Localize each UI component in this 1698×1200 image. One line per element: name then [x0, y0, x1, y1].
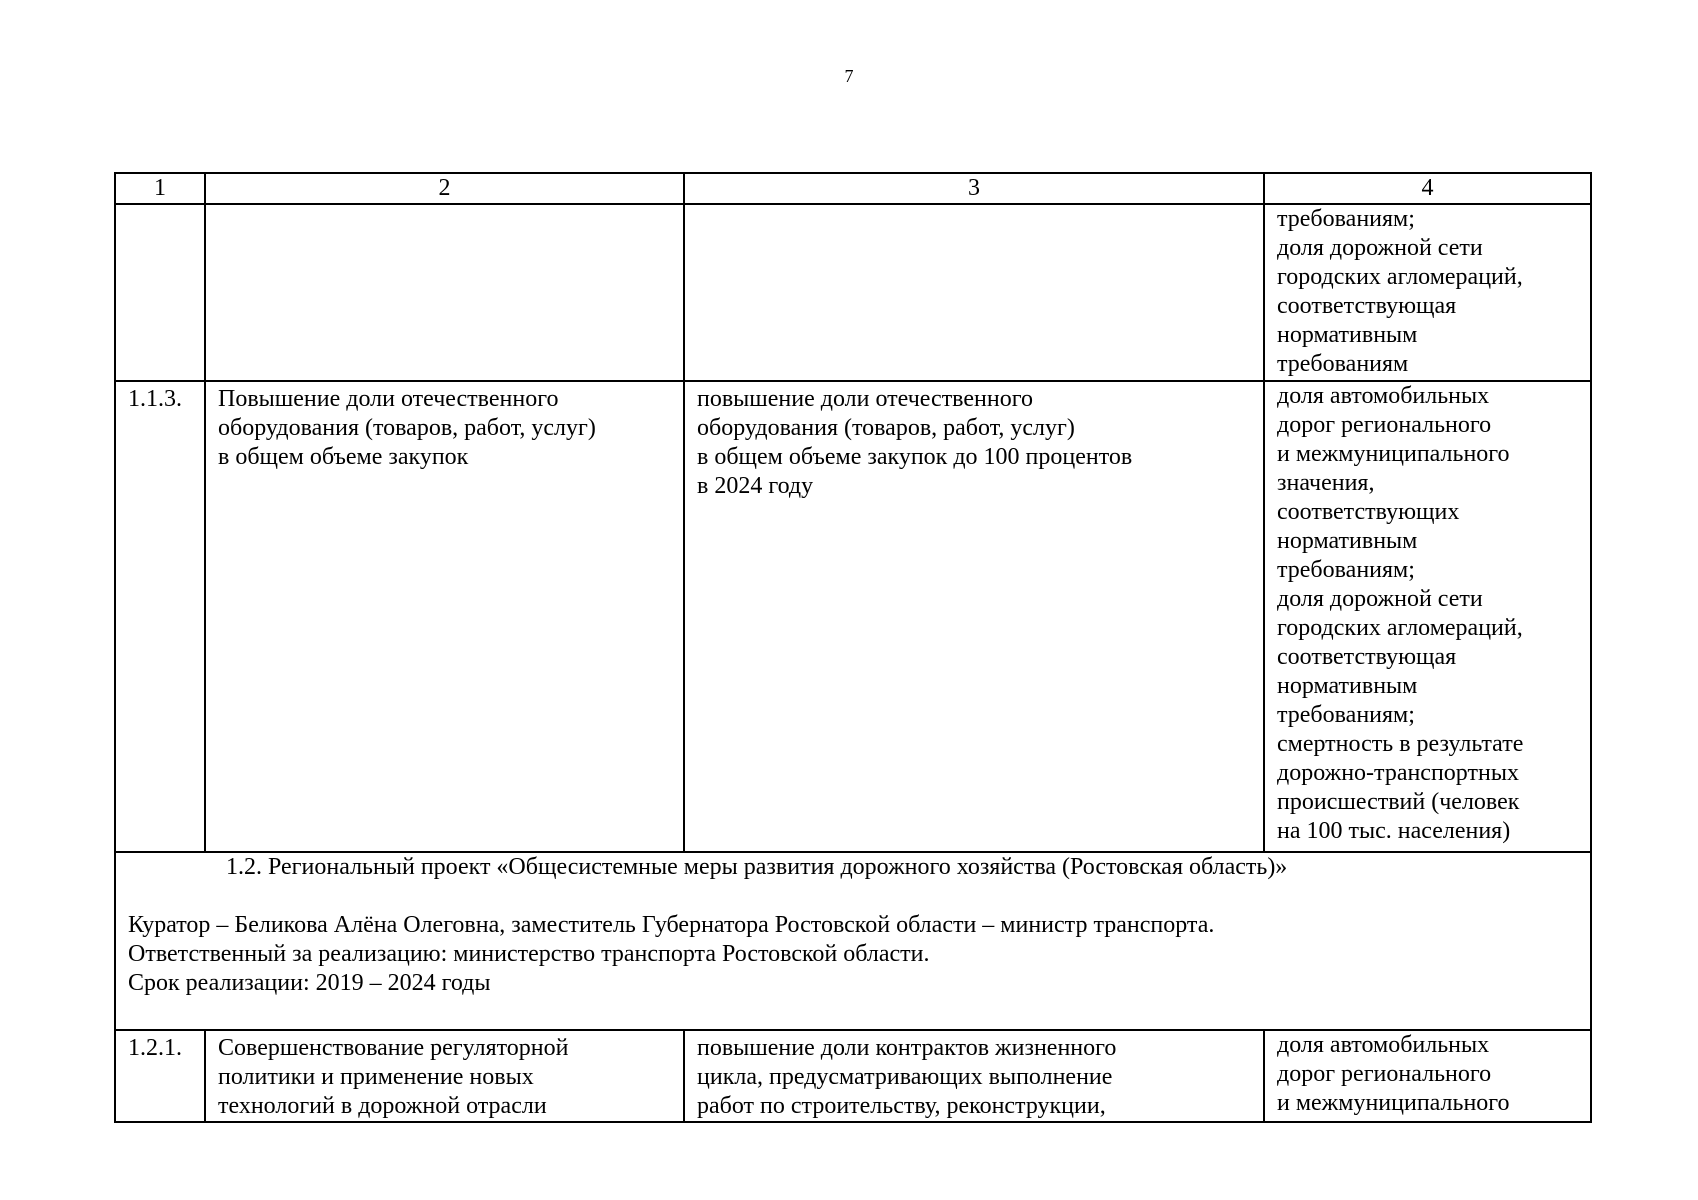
text-line: доля дорожной сети [1277, 586, 1483, 612]
text-line: и межмуниципального [1277, 441, 1510, 467]
page-number: 7 [844, 66, 854, 86]
section-row-1-2 [115, 852, 1591, 1030]
cell-result [684, 204, 1264, 381]
text-line: политики и применение новых [218, 1064, 534, 1090]
cell-result [684, 1030, 1264, 1122]
text-line: городских агломераций, [1277, 615, 1523, 641]
cell-indicators [1264, 204, 1591, 381]
table-row-continuation [115, 204, 1591, 381]
text-line: Совершенствование регуляторной [218, 1035, 569, 1061]
cell-number [115, 204, 205, 381]
text-line: оборудования (товаров, работ, услуг) [218, 415, 596, 441]
section-spacer [128, 882, 1578, 911]
measures-table [114, 172, 1592, 1123]
section-cell [115, 852, 1591, 1030]
text-line: требованиям; [1277, 702, 1415, 728]
text-line: и межмуниципального [1277, 1090, 1510, 1116]
text-line: соответствующая [1277, 644, 1457, 670]
header-col-3: 3 [684, 173, 1264, 204]
text-line: на 100 тыс. населения) [1277, 818, 1511, 844]
text-line: требованиям; [1277, 557, 1415, 583]
text-line: нормативным [1277, 528, 1418, 554]
text-line: соответствующая [1277, 293, 1457, 319]
text-line: происшествий (человек [1277, 789, 1520, 815]
cell-measure [205, 204, 684, 381]
text-line: работ по строительству, реконструкции, [697, 1093, 1106, 1119]
cell-result [684, 381, 1264, 852]
text-line: дорожно-транспортных [1277, 760, 1519, 786]
text-line: повышение доли отечественного [697, 386, 1033, 412]
text-line: нормативным [1277, 673, 1418, 699]
text-line: соответствующих [1277, 499, 1460, 525]
header-col-4: 4 [1264, 173, 1591, 204]
cell-number: 1.2.1. [115, 1030, 205, 1122]
text-line: городских агломераций, [1277, 264, 1523, 290]
text-line: дорог регионального [1277, 1061, 1492, 1087]
text-line: Повышение доли отечественного [218, 386, 559, 412]
section-curator: Куратор – Беликова Алёна Олеговна, заместитель Губернатора Ростовской области – министр транспорта. [128, 912, 1215, 938]
text-line: доля дорожной сети [1277, 235, 1483, 261]
text-line: смертность в результате [1277, 731, 1524, 757]
text-line: доля автомобильных [1277, 383, 1490, 409]
text-line: цикла, предусматривающих выполнение [697, 1064, 1113, 1090]
header-col-1: 1 [115, 173, 205, 204]
section-responsible: Ответственный за реализацию: министерство транспорта Ростовской области. [128, 941, 930, 967]
cell-number: 1.1.3. [115, 381, 205, 852]
table-header-row [115, 173, 1591, 204]
text-line: в общем объеме закупок до 100 процентов [697, 444, 1133, 470]
text-line: доля автомобильных [1277, 1032, 1490, 1058]
cell-indicators [1264, 1030, 1591, 1122]
text-line: дорог регионального [1277, 412, 1492, 438]
cell-measure [205, 1030, 684, 1122]
cell-measure [205, 381, 684, 852]
text-line: повышение доли контрактов жизненного [697, 1035, 1117, 1061]
table-row-1-1-3 [115, 381, 1591, 852]
text-line: технологий в дорожной отрасли [218, 1093, 547, 1119]
text-line: в общем объеме закупок [218, 444, 469, 470]
section-title: 1.2. Региональный проект «Общесистемные меры развития дорожного хозяйства (Ростовская область)» [226, 854, 1288, 880]
text-line: требованиям; [1277, 206, 1415, 232]
text-line: нормативным [1277, 322, 1418, 348]
table-row-1-2-1 [115, 1030, 1591, 1122]
header-col-2: 2 [205, 173, 684, 204]
section-period: Срок реализации: 2019 – 2024 годы [128, 970, 491, 996]
text-line: требованиям [1277, 351, 1409, 377]
text-line: значения, [1277, 470, 1375, 496]
text-line: оборудования (товаров, работ, услуг) [697, 415, 1075, 441]
cell-indicators [1264, 381, 1591, 852]
text-line: в 2024 году [697, 473, 814, 499]
